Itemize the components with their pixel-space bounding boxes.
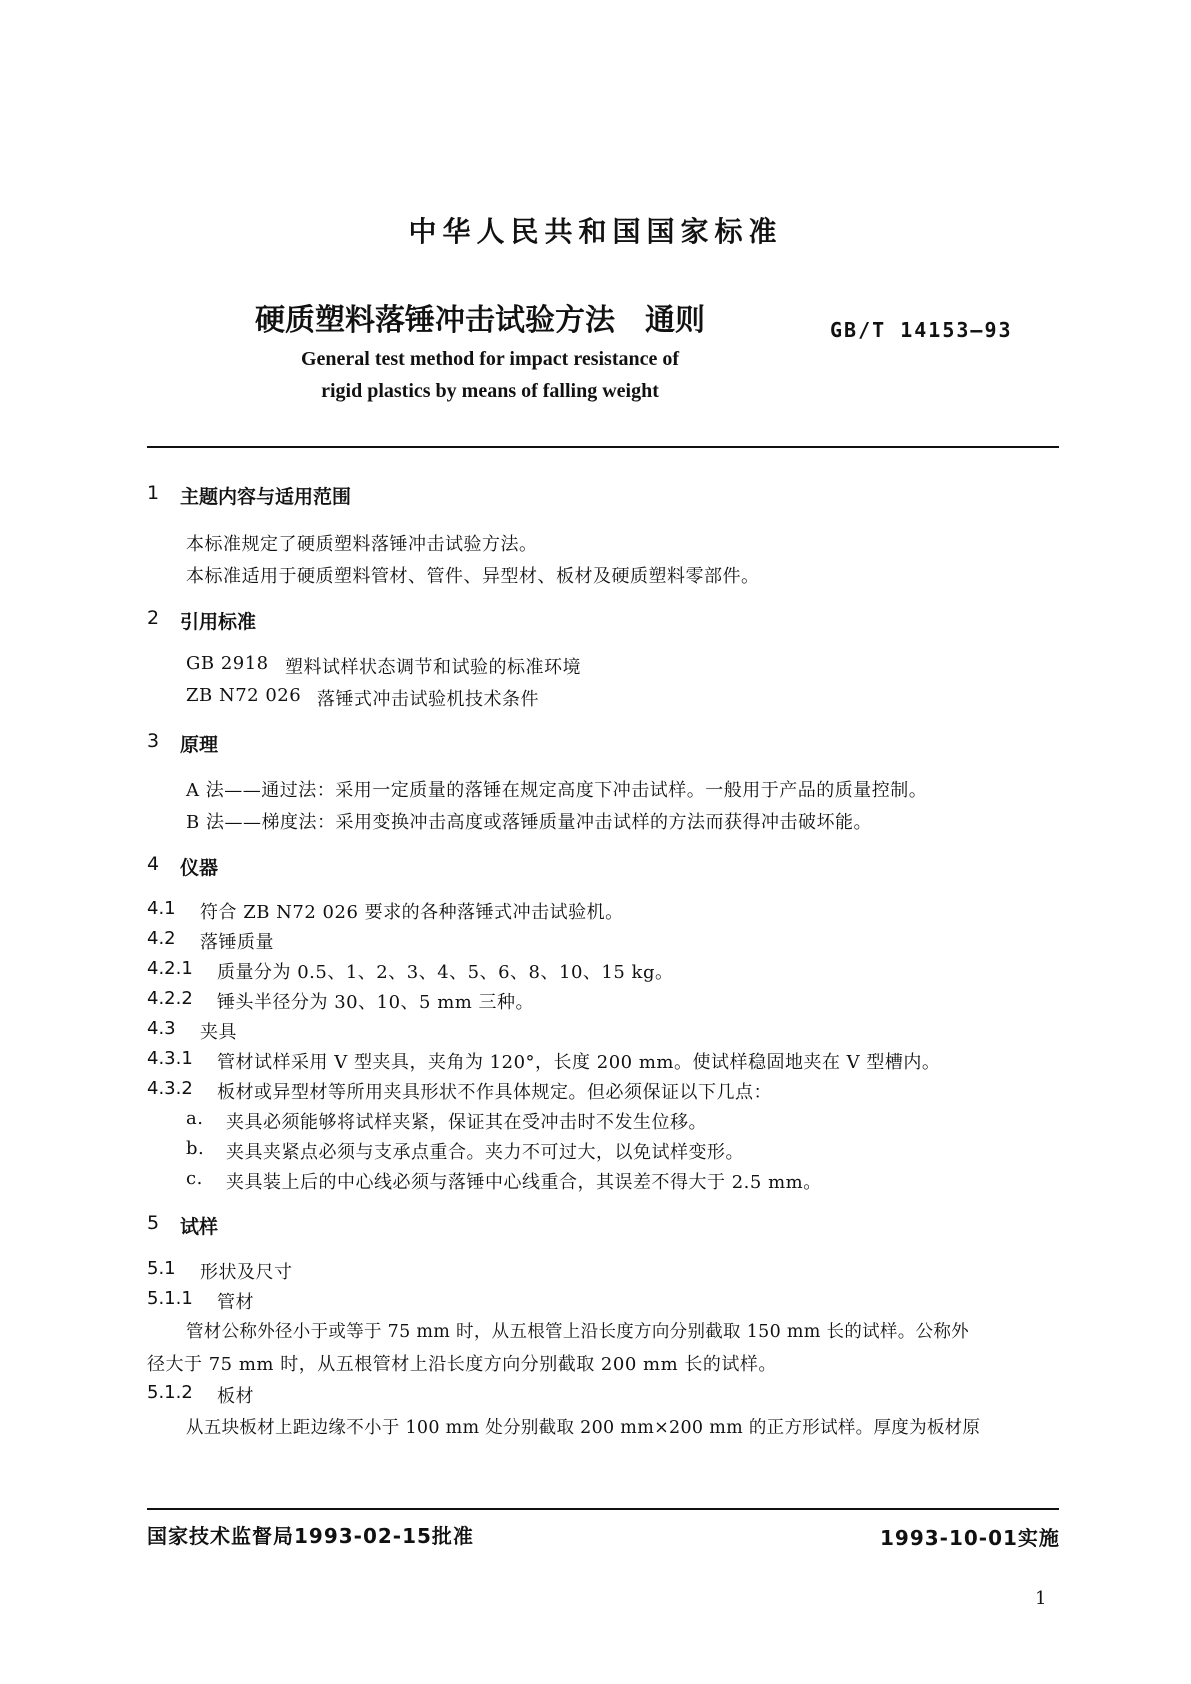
section-1-heading: 主题内容与适用范围 bbox=[180, 486, 352, 508]
clause-4-3-text: 夹具 bbox=[200, 1022, 237, 1043]
document-title-en-line1: General test method for impact resistance of bbox=[300, 348, 680, 370]
section-5-heading: 试样 bbox=[180, 1216, 219, 1238]
clause-4-2-number: 4.2 bbox=[147, 928, 176, 949]
reference-2-code: ZB N72 026 bbox=[186, 685, 302, 706]
list-item-c-text: 夹具装上后的中心线必须与落锤中心线重合，其误差不得大于 2.5 mm。 bbox=[226, 1172, 822, 1193]
page-number: 1 bbox=[1035, 1588, 1047, 1609]
section-5-number: 5 bbox=[147, 1212, 160, 1234]
section-1-paragraph-2: 本标准适用于硬质塑料管材、管件、异型材、板材及硬质塑料零部件。 bbox=[186, 566, 760, 587]
clause-4-2-2-number: 4.2.2 bbox=[147, 988, 193, 1009]
header-divider bbox=[147, 446, 1059, 448]
clause-4-2-1-number: 4.2.1 bbox=[147, 958, 193, 979]
pipe-specimen-paragraph-line-1: 管材公称外径小于或等于 75 mm 时，从五根管上沿长度方向分别截取 150 mm 长的试样。公称外 bbox=[186, 1322, 969, 1342]
clause-4-2-1-text: 质量分为 0.5、1、2、3、4、5、6、8、10、15 kg。 bbox=[217, 962, 674, 983]
clause-5-1-2-text: 板材 bbox=[217, 1386, 254, 1407]
section-4-heading: 仪器 bbox=[180, 857, 219, 879]
document-title-cn: 硬质塑料落锤冲击试验方法 通则 bbox=[255, 303, 705, 338]
clause-4-1-text: 符合 ZB N72 026 要求的各种落锤式冲击试验机。 bbox=[200, 902, 624, 923]
section-2-number: 2 bbox=[147, 607, 160, 629]
document-title-en-line2: rigid plastics by means of falling weight bbox=[321, 380, 659, 402]
list-item-a-text: 夹具必须能够将试样夹紧，保证其在受冲击时不发生位移。 bbox=[226, 1112, 707, 1133]
section-3-heading: 原理 bbox=[180, 734, 219, 756]
section-3-number: 3 bbox=[147, 730, 160, 752]
list-item-a-label: a. bbox=[186, 1108, 204, 1129]
reference-2-title: 落锤式冲击试验机技术条件 bbox=[317, 689, 539, 710]
section-1-paragraph-1: 本标准规定了硬质塑料落锤冲击试验方法。 bbox=[186, 534, 538, 555]
reference-1-title: 塑料试样状态调节和试验的标准环境 bbox=[285, 657, 581, 678]
pipe-specimen-paragraph-line-2: 径大于 75 mm 时，从五根管材上沿长度方向分别截取 200 mm 长的试样。 bbox=[147, 1354, 777, 1375]
section-1-number: 1 bbox=[147, 482, 160, 504]
clause-4-3-1-text: 管材试样采用 V 型夹具，夹角为 120°，长度 200 mm。使试样稳固地夹在 V 型槽内。 bbox=[217, 1052, 941, 1073]
clause-4-3-2-text: 板材或异型材等所用夹具形状不作具体规定。但必须保证以下几点： bbox=[217, 1082, 772, 1103]
list-item-b-text: 夹具夹紧点必须与支承点重合。夹力不可过大，以免试样变形。 bbox=[226, 1142, 744, 1163]
clause-4-2-text: 落锤质量 bbox=[200, 932, 274, 953]
national-standard-title: 中华人民共和国国家标准 bbox=[408, 215, 783, 248]
reference-1-code: GB 2918 bbox=[186, 653, 269, 674]
section-2-heading: 引用标准 bbox=[180, 611, 257, 633]
clause-4-1-number: 4.1 bbox=[147, 898, 176, 919]
clause-4-3-2-number: 4.3.2 bbox=[147, 1078, 193, 1099]
clause-4-3-number: 4.3 bbox=[147, 1018, 176, 1039]
principle-method-b: B 法——梯度法：采用变换冲击高度或落锤质量冲击试样的方法而获得冲击破坏能。 bbox=[186, 812, 872, 833]
clause-5-1-2-number: 5.1.2 bbox=[147, 1382, 193, 1403]
clause-5-1-1-number: 5.1.1 bbox=[147, 1288, 193, 1309]
list-item-c-label: c. bbox=[186, 1168, 203, 1189]
section-4-number: 4 bbox=[147, 853, 160, 875]
sheet-specimen-paragraph-line-1: 从五块板材上距边缘不小于 100 mm 处分别截取 200 mm×200 mm 的正方形试样。厚度为板材原 bbox=[186, 1418, 981, 1438]
clause-5-1-text: 形状及尺寸 bbox=[200, 1262, 293, 1283]
footer-divider bbox=[147, 1508, 1059, 1510]
list-item-b-label: b. bbox=[186, 1138, 205, 1159]
clause-4-2-2-text: 锤头半径分为 30、10、5 mm 三种。 bbox=[217, 992, 535, 1013]
clause-5-1-number: 5.1 bbox=[147, 1258, 176, 1279]
approval-date: 国家技术监督局1993-02-15批准 bbox=[147, 1524, 474, 1548]
standard-code: GB/T 14153—93 bbox=[830, 318, 1013, 342]
implementation-date: 1993-10-01实施 bbox=[880, 1526, 1060, 1550]
clause-4-3-1-number: 4.3.1 bbox=[147, 1048, 193, 1069]
principle-method-a: A 法——通过法：采用一定质量的落锤在规定高度下冲击试样。一般用于产品的质量控制。 bbox=[186, 780, 928, 801]
clause-5-1-1-text: 管材 bbox=[217, 1292, 254, 1313]
